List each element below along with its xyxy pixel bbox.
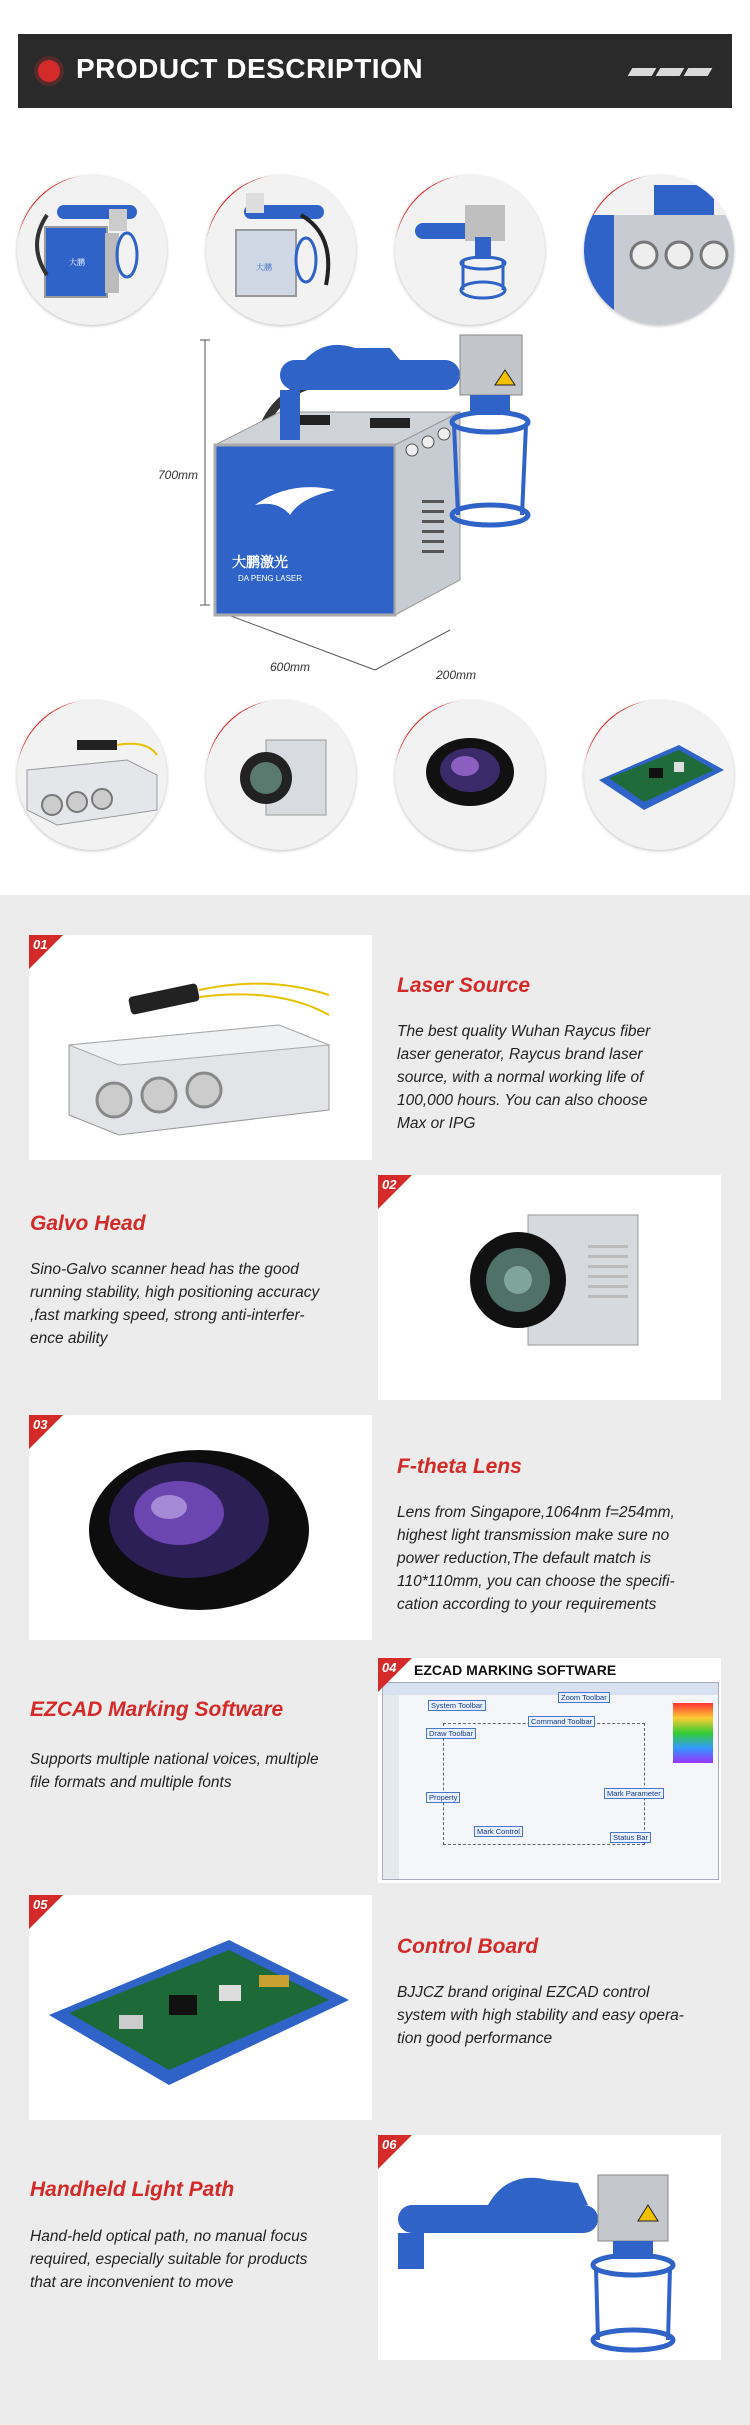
feature-title: Handheld Light Path — [30, 2178, 235, 2201]
feature-description: The best quality Wuhan Raycus fiber laser generator, Raycus brand laser source, with a normal working life of 100,000 hours. You can also choose Max or IPG — [397, 1023, 651, 1132]
dim-height-label: 700mm — [158, 468, 199, 482]
feature-image-ezcad — [378, 1658, 721, 1883]
thumb-laser-source — [17, 700, 167, 850]
label-mark-parameter: Mark Parameter — [604, 1788, 664, 1799]
feature-image-laser-source — [29, 935, 372, 1160]
section-title: PRODUCT DESCRIPTION — [76, 53, 424, 84]
label-system-toolbar: System Toolbar — [428, 1700, 486, 1711]
feature-description: Lens from Singapore,1064nm f=254mm, highest light transmission make sure no power reduction,The default match is 110*110mm, you can choose the specifi- cation according to your requirements — [397, 1504, 675, 1613]
machine-brand-en: DA PENG LASER — [238, 574, 303, 583]
feature-title: EZCAD Marking Software — [30, 1698, 284, 1721]
dim-width-label: 600mm — [270, 660, 311, 674]
feature-number: 01 — [33, 937, 48, 952]
thumb-panel-lights — [584, 175, 734, 325]
label-property: Property — [426, 1792, 460, 1803]
feature-description: Sino-Galvo scanner head has the good running stability, high positioning accuracy ,fast marking speed, strong anti-interfer- ence ability — [30, 1261, 320, 1347]
section-header — [18, 34, 732, 108]
decor-dash — [684, 68, 713, 76]
feature-title: Control Board — [397, 1935, 539, 1958]
feature-number: 05 — [33, 1897, 48, 1912]
feature-description: BJJCZ brand original EZCAD control system with high stability and easy opera- tion good performance — [397, 1984, 684, 2047]
thumb-handheld-head — [395, 175, 545, 325]
feature-image-control-board — [29, 1895, 372, 2120]
feature-description: Supports multiple national voices, multiple file formats and multiple fonts — [30, 1751, 319, 1791]
red-dot-icon — [38, 60, 60, 82]
dim-depth-label: 200mm — [436, 668, 477, 682]
feature-number: 04 — [382, 1660, 397, 1675]
label-draw-toolbar: Draw Toolbar — [426, 1728, 476, 1739]
feature-title: Laser Source — [397, 974, 531, 997]
decor-dash — [656, 68, 685, 76]
feature-image-galvo-head — [378, 1175, 721, 1400]
feature-number: 02 — [382, 1177, 397, 1192]
thumb-machine-front — [17, 175, 167, 325]
svg-text:大鹏: 大鹏 — [69, 258, 85, 267]
label-status-bar: Status Bar — [610, 1832, 651, 1843]
feature-title: Galvo Head — [30, 1212, 146, 1235]
decor-dash — [628, 68, 657, 76]
machine-illustration — [160, 330, 590, 710]
software-side-toolbar — [383, 1695, 399, 1879]
feature-number: 06 — [382, 2137, 397, 2152]
svg-text:大鹏: 大鹏 — [256, 263, 272, 272]
software-palette — [673, 1703, 713, 1763]
feature-image-handheld — [378, 2135, 721, 2360]
feature-image-ftheta-lens — [29, 1415, 372, 1640]
machine-brand-cn: 大鹏激光 — [232, 555, 288, 571]
feature-description: Hand-held optical path, no manual focus required, especially suitable for products that are inconvenient to move — [30, 2228, 308, 2291]
thumb-galvo-head — [206, 700, 356, 850]
thumb-ftheta-lens — [395, 700, 545, 850]
label-zoom-toolbar: Zoom Toolbar — [558, 1692, 610, 1703]
thumb-control-board — [584, 700, 734, 850]
software-window — [382, 1682, 719, 1880]
thumb-machine-side — [206, 175, 356, 325]
software-banner: EZCAD MARKING SOFTWARE — [414, 1662, 617, 1678]
label-command-toolbar: Command Toolbar — [528, 1716, 595, 1727]
feature-number: 03 — [33, 1417, 48, 1432]
label-mark-control: Mark Control — [474, 1826, 523, 1837]
feature-title: F-theta Lens — [397, 1455, 522, 1478]
software-toolbar — [383, 1683, 718, 1695]
